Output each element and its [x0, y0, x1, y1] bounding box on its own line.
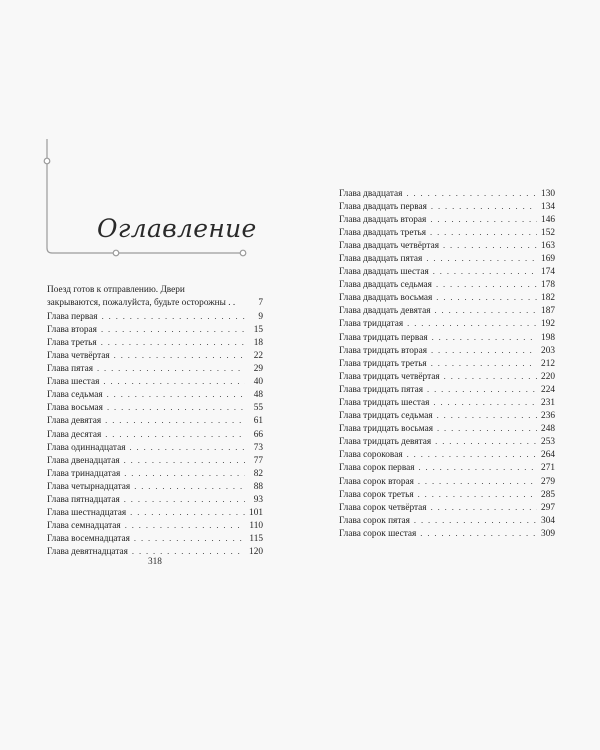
chapter-title: Глава сорок вторая: [339, 476, 414, 487]
toc-entry[interactable]: [339, 396, 555, 409]
chapter-page: 29: [253, 364, 263, 375]
dot-leader: [433, 422, 537, 435]
chapter-title: Глава двадцать шестая: [339, 267, 429, 278]
chapter-title: Глава тридцать пятая: [339, 384, 424, 395]
chapter-page: 279: [541, 476, 555, 487]
dot-leader: [120, 467, 245, 480]
toc-entry-prologue[interactable]: [47, 284, 263, 310]
chapter-page: 212: [541, 358, 555, 369]
chapter-title: Глава седьмая: [47, 390, 103, 401]
toc-entry[interactable]: [47, 480, 263, 493]
dot-leader: [130, 480, 245, 493]
dot-leader: [103, 401, 245, 414]
dot-leader: [414, 488, 537, 501]
chapter-page: 248: [541, 424, 555, 435]
chapter-title: Глава семнадцатая: [47, 521, 121, 532]
chapter-page: 182: [541, 293, 555, 304]
chapter-page: 110: [249, 521, 263, 532]
chapter-title: Глава тридцатая: [339, 319, 404, 330]
toc-entry[interactable]: [47, 506, 263, 519]
chapter-title: Глава двенадцатая: [47, 455, 120, 466]
chapter-page: 178: [541, 280, 555, 291]
chapter-page: 253: [541, 437, 555, 448]
dot-leader: [427, 200, 537, 213]
chapter-page: 77: [253, 455, 263, 466]
chapter-title: Глава сороковая: [339, 450, 403, 461]
chapter-title: Глава тридцать шестая: [339, 398, 430, 408]
chapter-title: Глава десятая: [47, 429, 102, 440]
chapter-page: 192: [541, 319, 555, 330]
chapter-title: Глава двадцать первая: [339, 201, 427, 212]
toc-entry[interactable]: [339, 265, 555, 278]
chapter-page: 163: [541, 240, 555, 251]
toc-entry[interactable]: [47, 323, 263, 336]
dot-leader: [429, 396, 537, 409]
toc-entry[interactable]: [339, 435, 555, 448]
chapter-title: Глава сорок пятая: [339, 515, 410, 526]
chapter-title: Глава двадцать вторая: [339, 214, 427, 225]
chapter-page: 187: [541, 306, 555, 317]
dot-leader: [415, 461, 538, 474]
dot-leader: [426, 226, 537, 239]
toc-entry[interactable]: [47, 388, 263, 401]
dot-leader: [97, 336, 245, 349]
chapter-page: 271: [541, 463, 555, 474]
chapter-title: Глава пятнадцатая: [47, 495, 120, 505]
toc-entry[interactable]: [339, 239, 555, 252]
toc-entry[interactable]: [339, 357, 555, 370]
chapter-title: Глава тридцать четвёртая: [339, 371, 440, 382]
chapter-title: Глава тридцать вторая: [339, 345, 427, 356]
chapter-title: Глава двадцать третья: [339, 227, 427, 238]
dot-leader: [126, 441, 246, 454]
chapter-title: Глава тридцать третья: [339, 358, 427, 369]
toc-entry[interactable]: [47, 467, 263, 480]
toc-entry[interactable]: [339, 461, 555, 474]
chapter-title: Глава тридцать первая: [339, 332, 428, 343]
chapter-title: Глава восемнадцатая: [47, 534, 130, 545]
chapter-page: 22: [253, 350, 263, 361]
toc-column-right: [339, 187, 555, 541]
prologue-line-2: [47, 297, 263, 310]
chapter-page: 88: [253, 481, 263, 492]
toc-entry[interactable]: [339, 514, 555, 527]
toc-entry[interactable]: [339, 383, 555, 396]
toc-entry[interactable]: [47, 349, 263, 362]
dot-leader: [427, 357, 537, 370]
chapter-title: Глава вторая: [47, 324, 97, 335]
chapter-title: Глава пятая: [47, 364, 93, 375]
page-number: 318: [148, 557, 162, 567]
chapter-page: 224: [541, 384, 555, 395]
dot-leader: [403, 317, 537, 330]
toc-list-left: [47, 310, 263, 559]
dot-leader: [93, 362, 245, 375]
chapter-page: 152: [541, 227, 555, 238]
chapter-page: 297: [541, 502, 555, 513]
dot-leader: [440, 370, 537, 383]
chapter-page: 120: [249, 547, 263, 558]
dot-leader: [426, 213, 537, 226]
toc-title: Оглавление: [97, 214, 257, 243]
dot-leader: [432, 278, 537, 291]
chapter-title: Глава двадцать пятая: [339, 253, 423, 264]
dot-leader: [126, 506, 245, 519]
toc-list-right: [339, 187, 555, 541]
toc-entry[interactable]: [47, 519, 263, 532]
toc-entry[interactable]: [47, 401, 263, 414]
chapter-page: 146: [541, 214, 555, 225]
toc-entry[interactable]: [339, 278, 555, 291]
toc-entry[interactable]: [339, 331, 555, 344]
toc-entry[interactable]: [339, 344, 555, 357]
chapter-title: Глава третья: [47, 337, 97, 348]
dot-leader: [101, 428, 245, 441]
chapter-title: Глава тридцать восьмая: [339, 424, 433, 435]
dot-leader: [414, 475, 537, 488]
dot-leader: [410, 514, 537, 527]
prologue-page: 7: [258, 297, 263, 308]
dot-leader: [433, 409, 537, 422]
chapter-page: 101: [249, 508, 263, 519]
dot-leader: [429, 265, 537, 278]
prologue-line-1: [47, 284, 263, 297]
toc-entry[interactable]: [47, 493, 263, 506]
chapter-page: 9: [258, 311, 263, 322]
toc-entry[interactable]: [339, 317, 555, 330]
dot-leader: [427, 344, 537, 357]
chapter-page: 40: [253, 377, 263, 388]
toc-entry[interactable]: [339, 501, 555, 514]
dot-leader: [128, 545, 245, 558]
chapter-title: Глава четвёртая: [47, 350, 110, 361]
chapter-page: 66: [253, 429, 263, 440]
chapter-page: 73: [253, 442, 263, 453]
chapter-title: Глава тридцать седьмая: [339, 411, 433, 422]
chapter-title: Глава двадцать четвёртая: [339, 240, 439, 251]
dot-leader: [98, 310, 245, 323]
toc-column-left: [47, 284, 263, 559]
dot-leader: [99, 375, 245, 388]
chapter-page: 198: [541, 332, 555, 343]
chapter-title: Глава девятнадцатая: [47, 547, 128, 558]
chapter-page: 264: [541, 450, 555, 461]
dot-leader: [423, 383, 537, 396]
chapter-title: Глава тринадцатая: [47, 468, 121, 479]
dot-leader: [427, 501, 537, 514]
dot-leader: [403, 448, 537, 461]
chapter-title: Глава сорок первая: [339, 463, 415, 474]
chapter-page: 82: [253, 468, 263, 479]
toc-entry[interactable]: [339, 200, 555, 213]
toc-entry[interactable]: [47, 532, 263, 545]
toc-entry[interactable]: [47, 310, 263, 323]
chapter-title: Глава двадцать восьмая: [339, 293, 433, 304]
chapter-page: 231: [541, 398, 555, 408]
toc-entry[interactable]: [339, 213, 555, 226]
chapter-title: Глава тридцать девятая: [339, 437, 432, 448]
toc-entry[interactable]: [339, 370, 555, 383]
chapter-page: 130: [541, 188, 555, 199]
toc-entry[interactable]: [47, 375, 263, 388]
dot-leader: [416, 527, 537, 540]
prologue-text-2: закрываются, пожалуйста, будьте осторожны . .: [47, 297, 236, 308]
chapter-title: Глава сорок четвёртая: [339, 502, 427, 513]
toc-entry[interactable]: [339, 422, 555, 435]
chapter-page: 55: [253, 403, 263, 414]
chapter-page: 203: [541, 345, 555, 356]
toc-entry[interactable]: [339, 475, 555, 488]
dot-leader: [432, 291, 537, 304]
chapter-title: Глава сорок третья: [339, 489, 414, 500]
toc-entry[interactable]: [47, 441, 263, 454]
dot-leader: [430, 304, 537, 317]
dot-leader: [431, 435, 537, 448]
toc-entry[interactable]: [339, 187, 555, 200]
chapter-page: 169: [541, 253, 555, 264]
dot-leader: [402, 187, 537, 200]
chapter-page: 174: [541, 267, 555, 278]
chapter-title: Глава двадцать девятая: [339, 306, 431, 317]
toc-entry[interactable]: [339, 304, 555, 317]
dot-leader: [422, 252, 537, 265]
toc-entry[interactable]: [339, 291, 555, 304]
chapter-title: Глава сорок шестая: [339, 528, 417, 539]
dot-leader: [101, 414, 245, 427]
toc-entry[interactable]: [339, 448, 555, 461]
chapter-title: Глава восьмая: [47, 403, 103, 414]
chapter-title: Глава девятая: [47, 416, 102, 427]
toc-entry[interactable]: [47, 454, 263, 467]
toc-entry[interactable]: [339, 527, 555, 540]
chapter-page: 236: [541, 411, 555, 422]
chapter-title: Глава шестая: [47, 377, 100, 388]
toc-entry[interactable]: [339, 252, 555, 265]
chapter-page: 285: [541, 489, 555, 500]
dot-leader: [120, 493, 245, 506]
dot-leader: [439, 239, 537, 252]
chapter-title: Глава двадцатая: [339, 188, 403, 199]
prologue-text-1: Поезд готов к отправлению. Двери: [47, 284, 185, 295]
dot-leader: [103, 388, 245, 401]
chapter-title: Глава одиннадцатая: [47, 442, 126, 453]
toc-entry[interactable]: [339, 226, 555, 239]
chapter-page: 304: [541, 515, 555, 526]
toc-entry[interactable]: [47, 336, 263, 349]
chapter-page: 309: [541, 528, 555, 539]
chapter-page: 18: [253, 337, 263, 348]
chapter-page: 93: [253, 495, 263, 505]
chapter-page: 15: [253, 324, 263, 335]
toc-entry[interactable]: [47, 428, 263, 441]
dot-leader: [110, 349, 245, 362]
toc-entry[interactable]: [47, 362, 263, 375]
dot-leader: [97, 323, 245, 336]
toc-entry[interactable]: [47, 414, 263, 427]
chapter-title: Глава четырнадцатая: [47, 481, 131, 492]
dot-leader: [428, 331, 537, 344]
chapter-page: 134: [541, 201, 555, 212]
chapter-page: 48: [253, 390, 263, 401]
chapter-page: 220: [541, 371, 555, 382]
dot-leader: [121, 519, 245, 532]
toc-entry[interactable]: [339, 488, 555, 501]
chapter-title: Глава первая: [47, 311, 98, 322]
chapter-page: 61: [253, 416, 263, 427]
dot-leader: [130, 532, 245, 545]
toc-entry[interactable]: [339, 409, 555, 422]
chapter-title: Глава двадцать седьмая: [339, 280, 432, 291]
chapter-page: 115: [249, 534, 263, 545]
chapter-title: Глава шестнадцатая: [47, 508, 127, 519]
dot-leader: [120, 454, 245, 467]
